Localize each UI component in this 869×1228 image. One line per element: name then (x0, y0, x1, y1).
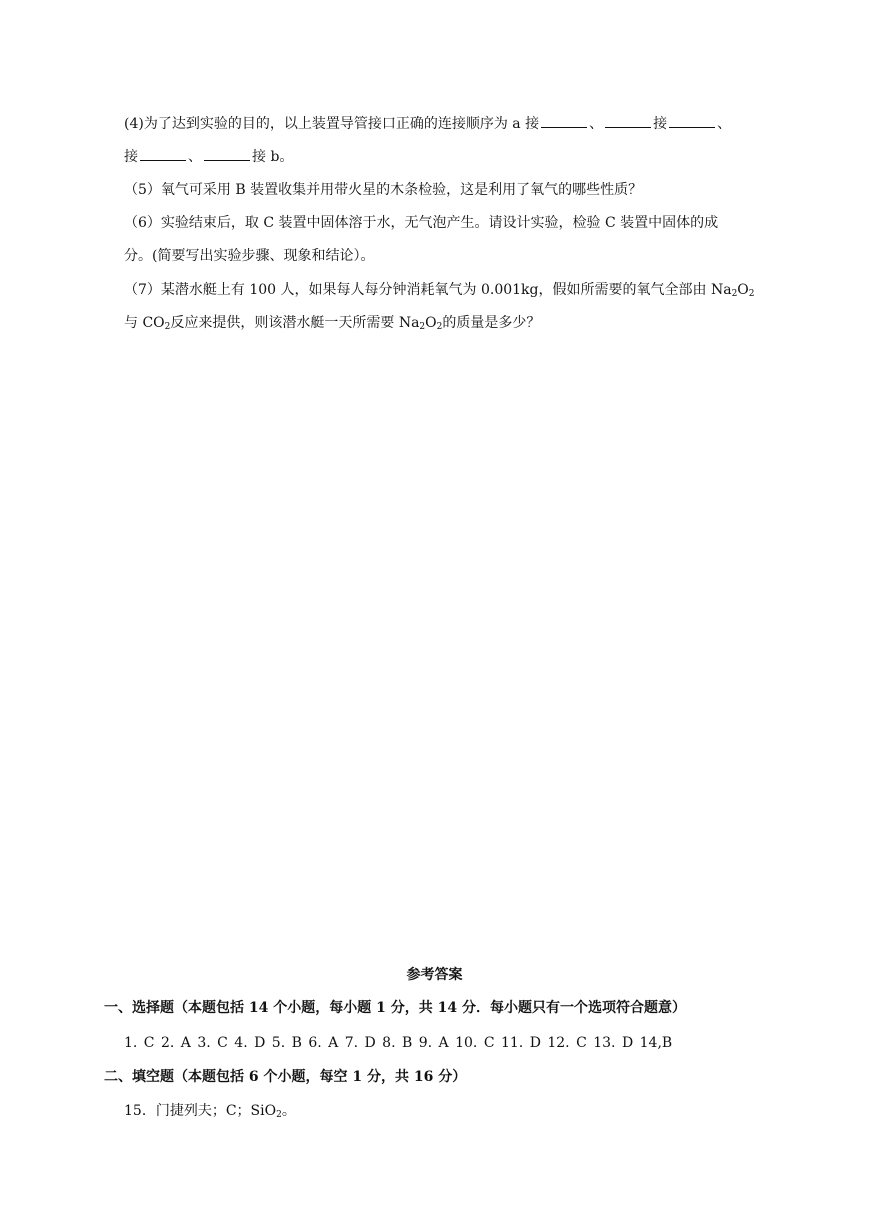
q7-text: 与 CO (124, 315, 165, 331)
formula-part: O (737, 282, 749, 298)
formula-part: O (425, 315, 437, 331)
connector-text: 接 b。 (252, 149, 294, 165)
answer-blank[interactable] (140, 146, 186, 161)
question-7-line-2 (124, 313, 540, 333)
subscript: 2 (276, 1110, 282, 1120)
question-4-line-1 (124, 113, 731, 134)
separator: 、 (188, 149, 202, 165)
question-6-line-1: （6）实验结束后，取 C 装置中固体溶于水，无气泡产生。请设计实验，检验 C 装置中固体的成 (124, 215, 719, 231)
answer-blank[interactable] (204, 146, 250, 161)
subscript: 2 (164, 322, 171, 332)
answers-title: 参考答案 (406, 967, 463, 983)
q7-text: （7）某潜水艇上有 100 人，如果每人每分钟消耗氧气为 0.001kg，假如所需要的氧气全部由 Na (124, 282, 732, 298)
question-4-line-2 (124, 146, 293, 167)
section-1-heading: 一、选择题（本题包括 14 个小题，每小题 1 分，共 14 分．每小题只有一个选项符合题意） (104, 1000, 686, 1016)
q7-text: 的质量是多少？ (442, 315, 541, 331)
subscript: 2 (731, 289, 738, 299)
connector-text: 接 (653, 116, 668, 132)
q7-text: 反应来提供，则该潜水艇一天所需要 Na (170, 315, 420, 331)
section-2-heading: 二、填空题（本题包括 6 个小题，每空 1 分，共 16 分） (104, 1069, 467, 1085)
q4-text: (4)为了达到实验的目的，以上装置导管接口正确的连接顺序为 a 接 (124, 116, 540, 132)
question-7-line-1 (124, 280, 755, 300)
separator: 、 (717, 116, 732, 132)
subscript: 2 (748, 289, 755, 299)
section-1-answers: 1. C 2. A 3. C 4. D 5. B 6. A 7. D 8. B 9. A 10. C 11. D 12. C 13. D 14,B (124, 1035, 673, 1051)
answer-blank[interactable] (541, 113, 587, 128)
answer-text: 15．门捷列夫；C；SiO (124, 1103, 277, 1119)
separator: 、 (589, 116, 604, 132)
question-5: （5）氧气可采用 B 装置收集并用带火星的木条检验，这是利用了氧气的哪些性质？ (124, 182, 643, 198)
subscript: 2 (419, 322, 426, 332)
answer-text: 。 (281, 1103, 296, 1119)
answer-blank[interactable] (669, 113, 715, 128)
answer-blank[interactable] (605, 113, 651, 128)
answer-15 (124, 1101, 296, 1121)
connector-text: 接 (124, 149, 138, 165)
subscript: 2 (436, 322, 443, 332)
question-6-line-2: 分。(简要写出实验步骤、现象和结论）。 (124, 248, 375, 264)
